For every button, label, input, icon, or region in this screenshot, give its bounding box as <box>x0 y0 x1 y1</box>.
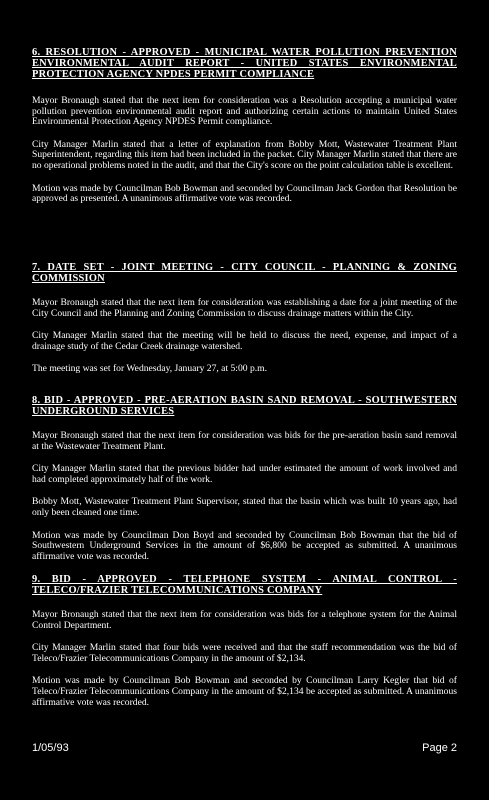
paragraph: Motion was made by Councilman Bob Bowman and seconded by Councilman Jack Gordon that Resolution be approved as presented. A unanimous affirmative vote was recorded. <box>32 182 457 205</box>
section-heading: 9. BID - APPROVED - TELEPHONE SYSTEM - ANIMAL CONTROL - TELECO/FRAZIER TELECOMMUNICATIONS COMPANY <box>32 574 457 596</box>
footer-date: 1/05/93 <box>32 742 69 754</box>
paragraph: The meeting was set for Wednesday, January 27, at 5:00 p.m. <box>32 363 268 375</box>
page-footer <box>32 742 457 754</box>
paragraph: City Manager Marlin stated that a letter of explanation from Bobby Mott, Wastewater Treatment Plant Superintendent, regarding this item had been included in the packet. City Manager Marlin stated that there are no operational problems noted in the audit, and that the City's score on the point calculation table is excellent. <box>32 138 457 171</box>
section-7 <box>32 262 457 375</box>
paragraph: Motion was made by Councilman Don Boyd and seconded by Councilman Bob Bowman that the bid of Southwestern Underground Services in the amount of $6,800 be accepted as submitted. A unanimous affirmative vote was recorded. <box>32 529 457 562</box>
paragraph: Mayor Bronaugh stated that the next item for consideration was establishing a date for a joint meeting of the City Council and the Planning and Zoning Commission to discuss drainage matters within the City. <box>32 297 457 319</box>
page-number: Page 2 <box>422 742 457 754</box>
paragraph: City Manager Marlin stated that the meeting will be held to discuss the need, expense, and impact of a drainage study of the Cedar Creek drainage watershed. <box>32 330 457 352</box>
paragraph: Mayor Bronaugh stated that the next item for consideration was bids for a telephone system for the Animal Control Department. <box>32 609 457 631</box>
paragraph: City Manager Marlin stated that four bids were received and that the staff recommendation was the bid of Teleco/Frazier Telecommunications Company in the amount of $2,134. <box>32 642 457 664</box>
section-heading: 8. BID - APPROVED - PRE-AERATION BASIN SAND REMOVAL - SOUTHWESTERN UNDERGROUND SERVICES <box>32 395 457 417</box>
paragraph: Mayor Bronaugh stated that the next item for consideration was bids for the pre-aeration basin sand removal at the Wastewater Treatment Plant. <box>32 430 457 452</box>
section-8 <box>32 395 457 562</box>
paragraph: Motion was made by Councilman Bob Bowman and seconded by Councilman Larry Kegler that bid of Teleco/Frazier Telecommunications Company in the amount of $2,134 be accepted as submitted. A unanimous affirmative vote was recorded. <box>32 675 457 708</box>
paragraph: City Manager Marlin stated that the previous bidder had under estimated the amount of work involved and had completed approximately half of the work. <box>32 463 457 485</box>
section-heading: 6. RESOLUTION - APPROVED - MUNICIPAL WATER POLLUTION PREVENTION ENVIRONMENTAL AUDIT REPORT - UNITED STATES ENVIRONMENTAL PROTECTION AGENCY NPDES PERMIT COMPLIANCE <box>32 47 457 80</box>
paragraph: Bobby Mott, Wastewater Treatment Plant Supervisor, stated that the basin which was built 10 years ago, had only been cleaned one time. <box>32 496 457 518</box>
section-6 <box>32 47 457 205</box>
section-heading: 7. DATE SET - JOINT MEETING - CITY COUNCIL - PLANNING & ZONING COMMISSION <box>32 262 457 284</box>
section-9 <box>32 574 457 708</box>
paragraph: Mayor Bronaugh stated that the next item for consideration was a Resolution accepting a municipal water pollution prevention environmental audit report and authorizing certain actions to maintain United States Environmental Protection Agency NPDES Permit compliance. <box>32 95 457 128</box>
